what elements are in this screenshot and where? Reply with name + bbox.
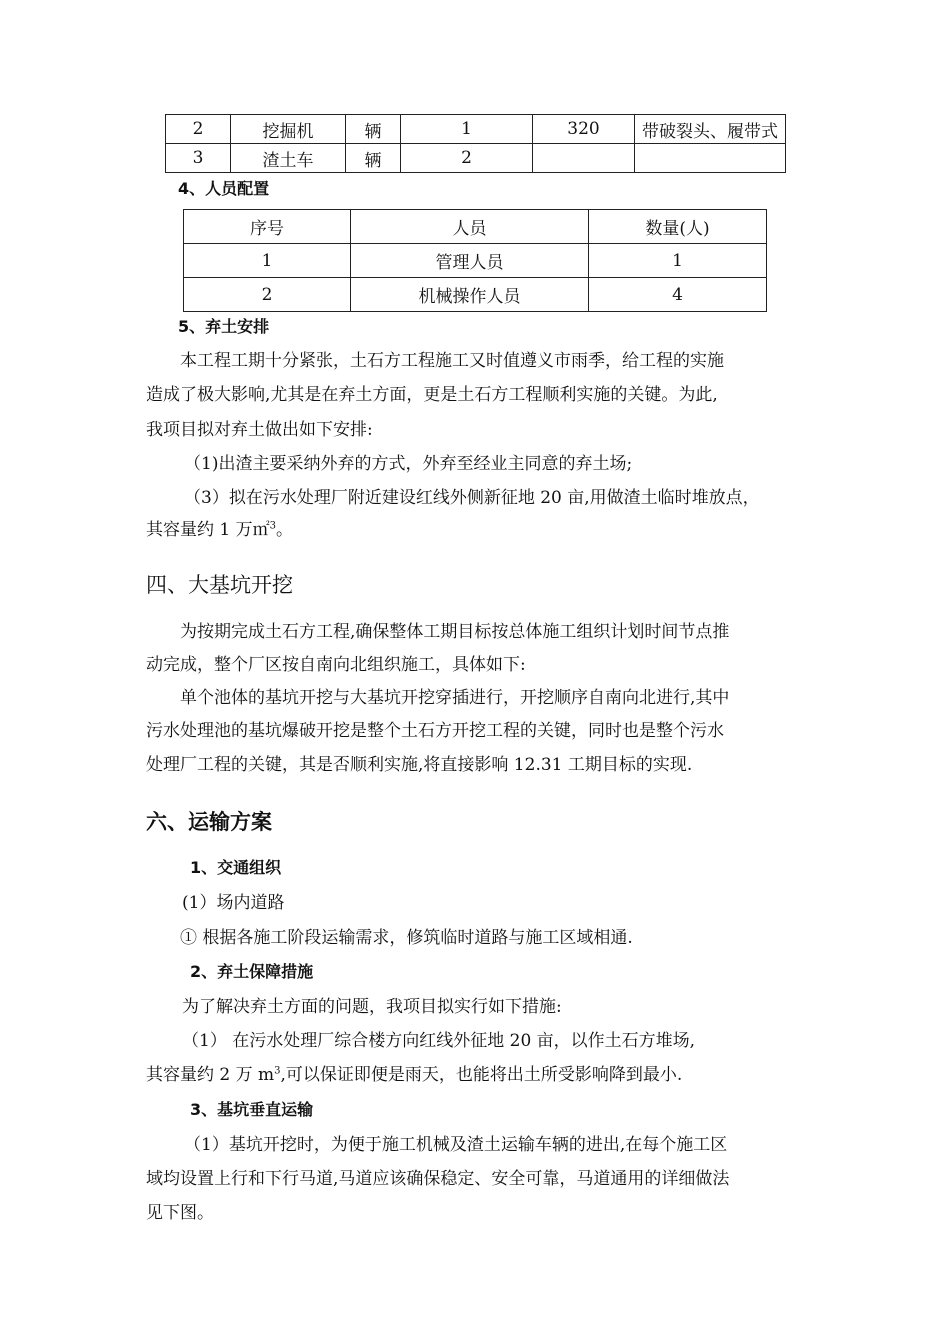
capacity-end: 。 bbox=[276, 520, 293, 540]
column-header: 数量(人) bbox=[589, 210, 767, 244]
table-cell: 辆 bbox=[346, 144, 401, 173]
table-cell: 渣土车 bbox=[231, 144, 346, 173]
paragraph-line: 造成了极大影响,尤其是在弃土方面，更是土石方工程顺利实施的关键。为此, bbox=[146, 385, 718, 405]
table-row bbox=[184, 278, 767, 312]
section-heading: 四、大基坑开挖 bbox=[146, 573, 293, 597]
section-heading: 六、运输方案 bbox=[146, 810, 272, 834]
table-cell: 带破裂头、履带式 bbox=[635, 115, 786, 144]
paragraph-line: 本工程工期十分紧张，土石方工程施工又时值遵义市雨季，给工程的实施 bbox=[180, 351, 724, 371]
paragraph-line bbox=[146, 515, 293, 540]
paragraph-line: （1）基坑开挖时，为便于施工机械及渣土运输车辆的进出,在每个施工区 bbox=[184, 1135, 728, 1155]
table-cell: 4 bbox=[589, 278, 767, 312]
table-cell: 2 bbox=[166, 115, 231, 144]
paragraph-line: 为了解决弃土方面的问题，我项目拟实行如下措施: bbox=[182, 997, 562, 1017]
subsection-heading: 1、交通组织 bbox=[190, 858, 282, 877]
table-row bbox=[166, 144, 786, 173]
paragraph-line: 污水处理池的基坑爆破开挖是整个土石方开挖工程的关键，同时也是整个污水 bbox=[146, 721, 724, 741]
table-cell: 1 bbox=[401, 115, 533, 144]
table-cell: 2 bbox=[401, 144, 533, 173]
table-cell: 挖掘机 bbox=[231, 115, 346, 144]
table-cell: 3 bbox=[166, 144, 231, 173]
capacity-end: ,可以保证即便是雨天，也能将出土所受影响降到最小. bbox=[280, 1065, 683, 1085]
paragraph-line: 我项目拟对弃土做出如下安排: bbox=[146, 420, 373, 440]
paragraph-line: (1）场内道路 bbox=[182, 893, 285, 913]
equipment-table bbox=[165, 114, 786, 173]
section-heading: 5、弃土安排 bbox=[178, 317, 270, 336]
paragraph-line: （1） 在污水处理厂综合楼方向红线外征地 20 亩，以作土石方堆场, bbox=[182, 1031, 696, 1051]
superscript: 3 bbox=[274, 1065, 281, 1077]
table-cell: 辆 bbox=[346, 115, 401, 144]
personnel-table bbox=[183, 209, 767, 312]
table-row bbox=[166, 115, 786, 144]
capacity-text: 其容量约 1 万㎡ bbox=[146, 520, 270, 540]
capacity-text: 其容量约 2 万 m bbox=[146, 1065, 275, 1085]
table-header-row bbox=[184, 210, 767, 244]
paragraph-line: （3）拟在污水处理厂附近建设红线外侧新征地 20 亩,用做渣土临时堆放点， bbox=[184, 488, 760, 508]
paragraph-line: 单个池体的基坑开挖与大基坑开挖穿插进行，开挖顺序自南向北进行,其中 bbox=[180, 688, 730, 708]
paragraph-line: ① 根据各施工阶段运输需求，修筑临时道路与施工区域相通. bbox=[180, 928, 633, 948]
table-cell bbox=[533, 144, 635, 173]
table-row bbox=[184, 244, 767, 278]
table-cell: 2 bbox=[184, 278, 351, 312]
table-cell: 320 bbox=[533, 115, 635, 144]
paragraph-line: 处理厂工程的关键，其是否顺利实施,将直接影响 12.31 工期目标的实现. bbox=[146, 755, 693, 775]
paragraph-line: 为按期完成土石方工程,确保整体工期目标按总体施工组织计划时间节点推 bbox=[180, 622, 730, 642]
paragraph-line: 见下图。 bbox=[146, 1203, 214, 1223]
column-header: 序号 bbox=[184, 210, 351, 244]
subsection-heading: 3、基坑垂直运输 bbox=[190, 1100, 314, 1119]
table-cell: 1 bbox=[589, 244, 767, 278]
table-cell bbox=[635, 144, 786, 173]
paragraph-line: 动完成，整个厂区按自南向北组织施工，具体如下: bbox=[146, 655, 526, 675]
superscript: 3 bbox=[269, 520, 276, 532]
table-cell: 机械操作人员 bbox=[351, 278, 589, 312]
paragraph-line bbox=[146, 1060, 682, 1085]
column-header: 人员 bbox=[351, 210, 589, 244]
paragraph-line: 域均设置上行和下行马道,马道应该确保稳定、安全可靠，马道通用的详细做法 bbox=[146, 1169, 730, 1189]
table-cell: 管理人员 bbox=[351, 244, 589, 278]
paragraph-line: （1)出渣主要采纳外弃的方式，外弃至经业主同意的弃土场; bbox=[184, 454, 633, 474]
subsection-heading: 2、弃土保障措施 bbox=[190, 962, 314, 981]
table-cell: 1 bbox=[184, 244, 351, 278]
section-heading: 4、人员配置 bbox=[178, 179, 270, 198]
